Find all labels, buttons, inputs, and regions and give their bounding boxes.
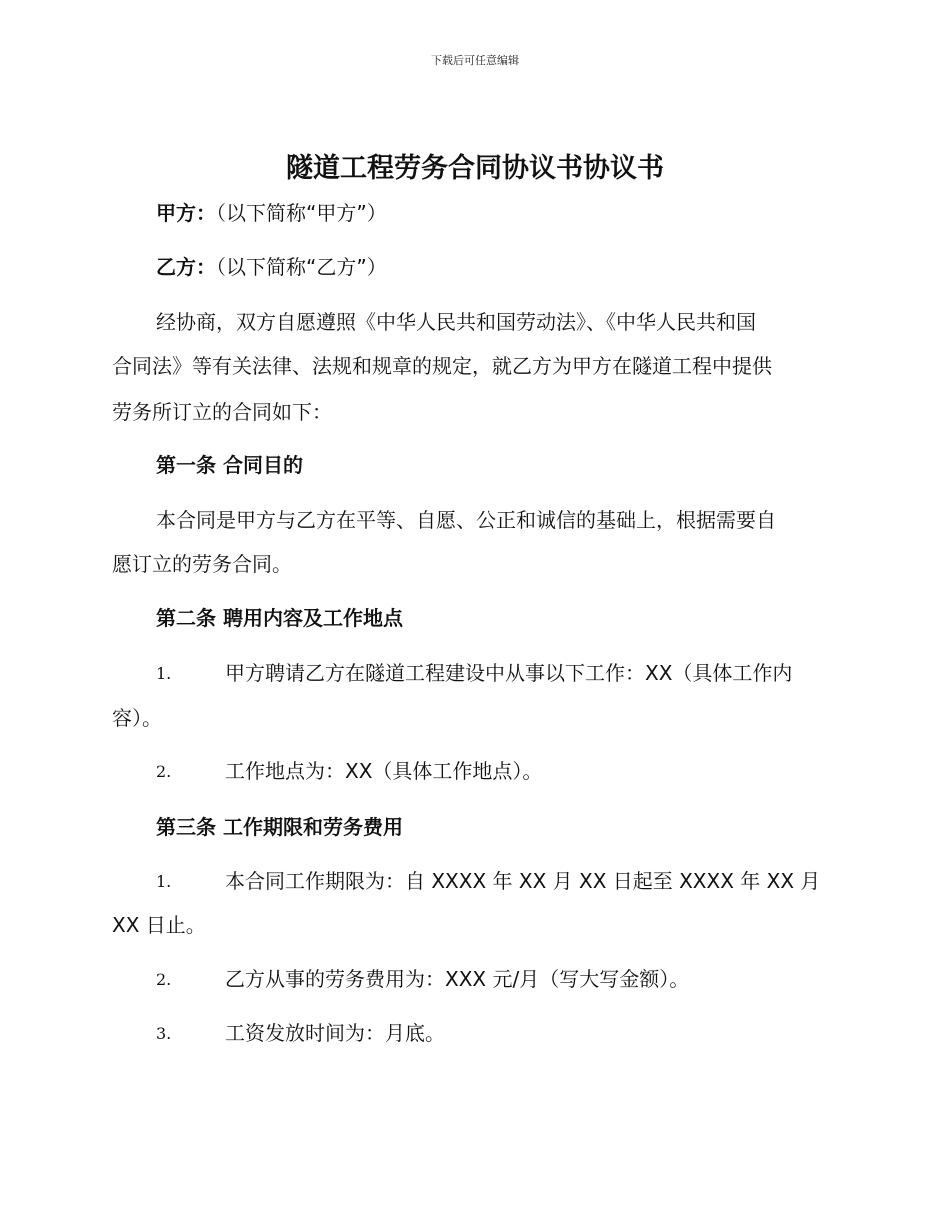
section-3-item-1-line-1: 本合同工作期限为：自 XXXX 年 XX 月 XX 日起至 XXXX 年 XX 月 — [225, 869, 821, 893]
section-3-item-2-line-1: 乙方从事的劳务费用为：XXX 元/月（写大写金额）。 — [225, 967, 690, 991]
party-b-label: 乙方： — [156, 255, 216, 279]
section-1-line-1: 本合同是甲方与乙方在平等、自愿、公正和诚信的基础上，根据需要自 — [156, 508, 776, 532]
section-2-item-2-line-1: 工作地点为：XX（具体工作地点）。 — [225, 759, 543, 783]
section-1-heading: 第一条 合同目的 — [156, 453, 303, 477]
section-2-item-1-line-2: 容）。 — [112, 706, 162, 730]
section-3-item-2-number: 2. — [156, 970, 172, 989]
section-2-item-1-line-1: 甲方聘请乙方在隧道工程建设中从事以下工作：XX（具体工作内 — [225, 661, 793, 685]
section-1-line-2: 愿订立的劳务合同。 — [112, 552, 292, 576]
intro-line-3: 劳务所订立的合同如下： — [112, 400, 332, 424]
header-note: 下载后可任意编辑 — [431, 54, 519, 67]
intro-line-2: 合同法》等有关法律、法规和规章的规定，就乙方为甲方在隧道工程中提供 — [112, 354, 772, 378]
party-b-line — [156, 255, 846, 279]
intro-line-1: 经协商，双方自愿遵照《中华人民共和国劳动法》、《中华人民共和国 — [156, 310, 756, 334]
party-b-text: （以下简称“乙方”） — [216, 255, 387, 279]
section-3-item-1-number: 1. — [156, 872, 172, 891]
section-3-item-3-line-1: 工资发放时间为：月底。 — [225, 1021, 445, 1045]
section-3-heading: 第三条 工作期限和劳务费用 — [156, 815, 403, 839]
party-a-text: （以下简称“甲方”） — [216, 201, 387, 225]
document-title: 隧道工程劳务合同协议书协议书 — [286, 153, 664, 184]
section-3-item-1-line-2: XX 日止。 — [112, 913, 206, 937]
section-3-item-3-number: 3. — [156, 1024, 172, 1043]
section-2-item-2-number: 2. — [156, 762, 172, 781]
party-a-line — [156, 201, 846, 225]
party-a-label: 甲方： — [156, 201, 216, 225]
section-2-heading: 第二条 聘用内容及工作地点 — [156, 606, 403, 630]
section-2-item-1-number: 1. — [156, 664, 172, 683]
